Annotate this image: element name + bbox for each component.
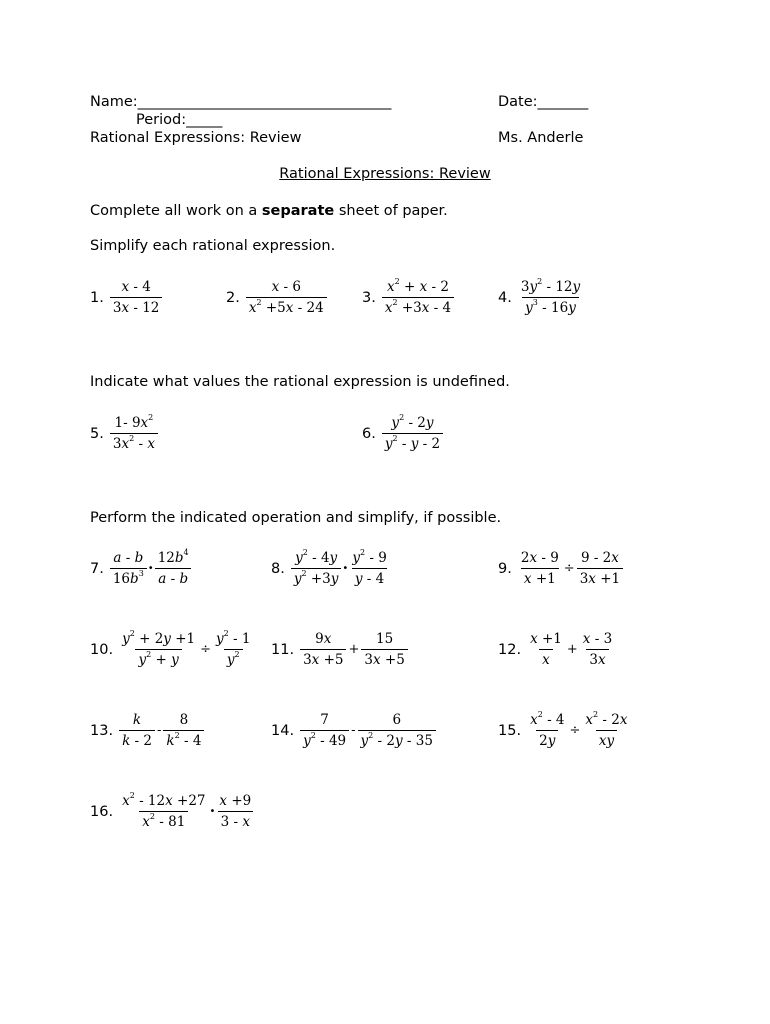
problem-number: 10. — [90, 641, 114, 658]
fraction: $\frac{8}{k^2 - 4}$ — [163, 712, 204, 749]
problem-number: 5. — [90, 425, 104, 442]
problem-7 — [90, 550, 192, 587]
multiply-operator: • — [209, 806, 216, 817]
minus-operator: - — [351, 723, 356, 738]
fraction: $\frac{x - 3}{3x}$ — [582, 631, 613, 668]
date-label: Date: — [498, 94, 538, 110]
fraction: $\frac{y^2 - 4y}{y^2 +3y}$ — [291, 550, 342, 587]
divide-operator: ÷ — [569, 723, 581, 738]
problem-number: 11. — [271, 641, 295, 658]
problem-number: 16. — [90, 803, 114, 820]
problem-number: 2. — [226, 289, 240, 306]
problem-12 — [498, 631, 615, 668]
period-label: Period: — [136, 112, 187, 128]
problem-number: 14. — [271, 722, 295, 739]
problem-number: 3. — [362, 289, 376, 306]
problem-4 — [498, 279, 583, 316]
fraction: $\frac{9 - 2x}{3x +1}$ — [577, 550, 623, 587]
fraction: $\frac{x - 6}{x^2 +5x - 24}$ — [246, 279, 327, 316]
page-title: Rational Expressions: Review — [279, 166, 491, 182]
fraction: $\frac{x - 4}{3x - 12}$ — [110, 279, 163, 316]
problem-15 — [498, 712, 631, 749]
problem-2 — [226, 279, 327, 316]
fraction: $\frac{y^2 - 9}{y - 4}$ — [352, 548, 387, 587]
problem-number: 6. — [362, 425, 376, 442]
section-operations-heading: Perform the indicated operation and simplify, if possible. — [90, 510, 502, 526]
fraction: $\frac{x^2 + x - 2}{x^2 +3x - 4}$ — [382, 279, 454, 316]
fraction: $\frac{x^2 - 2x}{xy}$ — [585, 710, 628, 749]
problem-1 — [90, 279, 162, 316]
problem-number: 1. — [90, 289, 104, 306]
problem-14 — [271, 712, 436, 749]
course-line: Rational Expressions: Review — [90, 130, 302, 146]
problem-16 — [90, 793, 254, 830]
name-blank: ___________________________________ — [137, 94, 392, 110]
fraction: $\frac{15}{3x +5}$ — [361, 631, 407, 668]
fraction: $\frac{7}{y^2 - 49}$ — [300, 712, 349, 749]
plus-operator: + — [348, 642, 360, 657]
period-blank: _____ — [186, 112, 223, 128]
period-field — [136, 111, 222, 129]
fraction: $\frac{y^2 + 2y +1}{y^2 + y}$ — [122, 629, 196, 668]
problem-5 — [90, 415, 158, 452]
fraction: $\frac{x +1}{x}$ — [530, 631, 562, 668]
plus-operator: + — [566, 642, 578, 657]
fraction: $\frac{y^2 - 1}{y^2}$ — [216, 629, 251, 668]
fraction: $\frac{k}{k - 2}$ — [119, 712, 155, 749]
date-field — [498, 93, 588, 111]
divide-operator: ÷ — [563, 561, 575, 576]
problem-number: 13. — [90, 722, 114, 739]
multiply-operator: • — [147, 563, 154, 574]
section-undefined-heading: Indicate what values the rational expression is undefined. — [90, 374, 510, 390]
problem-3 — [362, 279, 454, 316]
problem-number: 4. — [498, 289, 512, 306]
section-simplify-heading: Simplify each rational expression. — [90, 238, 336, 254]
fraction: $\frac{2x - 9}{x +1}$ — [520, 550, 559, 587]
fraction: $\frac{9x}{3x +5}$ — [300, 631, 346, 668]
date-blank: _______ — [537, 94, 589, 110]
fraction: $\frac{y^2 - 2y}{y^2 - y - 2}$ — [382, 415, 443, 452]
instructions-emphasis: separate — [261, 203, 335, 219]
fraction: $\frac{6}{y^2 - 2y - 35}$ — [358, 712, 436, 749]
fraction: $\frac{12b^4}{a - b}$ — [155, 550, 192, 587]
minus-operator: - — [156, 723, 162, 738]
problem-number: 9. — [498, 560, 512, 577]
divide-operator: ÷ — [200, 642, 212, 657]
name-field — [90, 93, 391, 111]
problem-number: 8. — [271, 560, 285, 577]
problem-13 — [90, 712, 204, 749]
problem-number: 12. — [498, 641, 522, 658]
problem-8 — [271, 550, 390, 587]
problem-11 — [271, 631, 408, 668]
problem-10 — [90, 631, 254, 668]
instructions: Complete all work on a separate sheet of paper. — [90, 203, 448, 219]
problem-number: 15. — [498, 722, 522, 739]
problem-9 — [498, 550, 623, 587]
fraction: $\frac{x^2 - 12x +27}{x^2 - 81}$ — [122, 791, 206, 830]
fraction: $\frac{a - b}{16b^3}$ — [110, 550, 147, 587]
problem-6 — [362, 415, 443, 452]
fraction: $\frac{3y^2 - 12y}{y^3 - 16y}$ — [520, 277, 581, 316]
fraction: $\frac{x^2 - 4}{2y}$ — [530, 710, 565, 749]
fraction: $\frac{1- 9x^2}{3x^2 - x}$ — [110, 415, 158, 452]
teacher-name: Ms. Anderle — [498, 130, 584, 146]
fraction: $\frac{x +9}{3 - x}$ — [219, 793, 252, 830]
problem-number: 7. — [90, 560, 104, 577]
name-label: Name: — [90, 94, 138, 110]
multiply-operator: • — [342, 563, 349, 574]
